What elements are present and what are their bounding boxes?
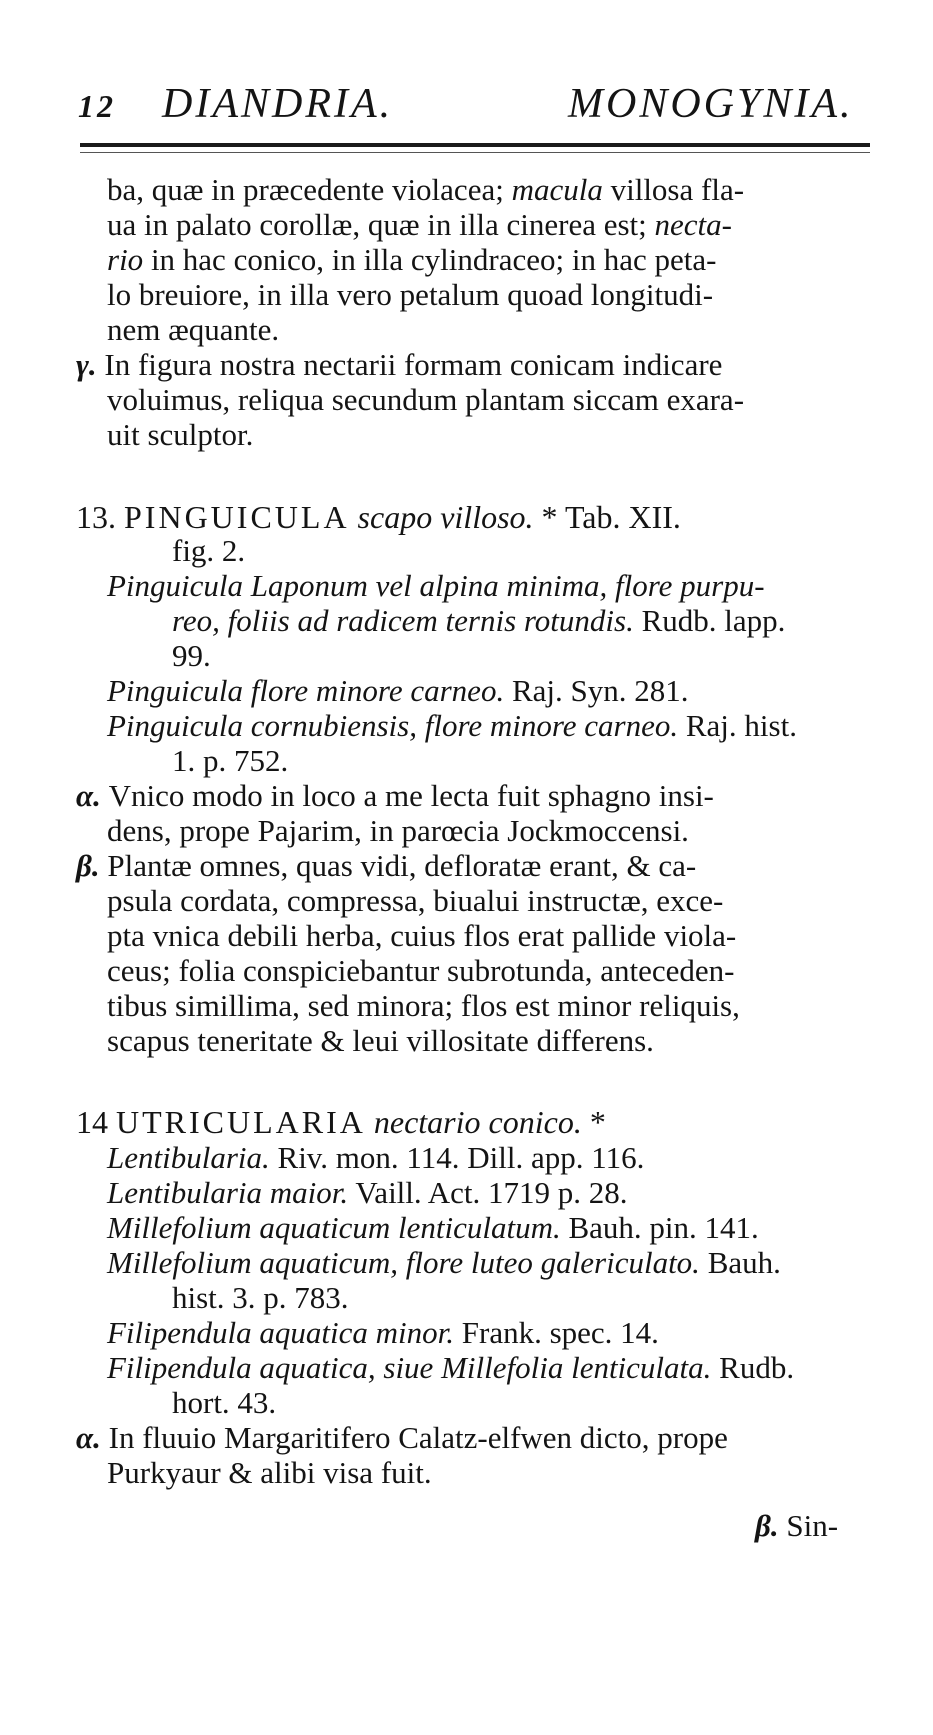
synonym-line: Lentibularia maior. Vaill. Act. 1719 p. 28. [107,1175,628,1210]
header-rule-thin [80,152,870,153]
text-line: 99. [172,638,211,673]
note-marker: β. [76,848,100,883]
note-marker: α. [76,1420,101,1455]
synonym-line: Filipendula aquatica minor. Frank. spec. 14. [107,1315,659,1350]
text-line: scapus teneritate & leui villositate differens. [107,1023,654,1058]
diagnosis: nectario conico. [373,1104,582,1140]
text-line: tibus simillima, sed minora; flos est minor reliquis, [107,988,740,1023]
entry-heading [76,1105,606,1140]
synonym-line: Pinguicula cornubiensis, flore minore carneo. Raj. hist. [107,708,797,743]
text-line: nem æquante. [107,312,280,347]
text-line: psula cordata, compressa, biualui instructæ, exce- [107,883,724,918]
running-title-right: MONOGYNIA. [568,81,854,127]
text-line: γ. In figura nostra nectarii formam conicam indicare [76,347,723,382]
text-line: 1. p. 752. [172,743,289,778]
catchword: β. Sin- [755,1508,839,1543]
text-line: α. In fluuio Margaritifero Calatz-elfwen dicto, prope [76,1420,728,1455]
note-marker: α. [76,778,101,813]
text-line: uit sculptor. [107,417,254,452]
synonym-line: reo, foliis ad radicem ternis rotundis. Rudb. lapp. [172,603,786,638]
synonym-line: Millefolium aquaticum, flore luteo galericulato. Bauh. [107,1245,781,1280]
entry-number: 13. [76,499,116,535]
text-line: ceus; folia conspiciebantur subrotunda, anteceden- [107,953,735,988]
page-number: 12 [78,88,116,124]
text-line: α. Vnico modo in loco a me lecta fuit sphagno insi- [76,778,714,813]
text-line: ua in palato corollæ, quæ in illa cinerea est; necta- [107,207,732,242]
star-marker: * [589,1104,606,1140]
entry-heading [76,500,681,535]
text-line: dens, prope Pajarim, in parœcia Jockmoccensi. [107,813,689,848]
running-header [78,70,868,130]
text-line: pta vnica debili herba, cuius flos erat pallide viola- [107,918,737,953]
running-title-left: DIANDRIA. [162,81,394,127]
synonym-line: Pinguicula flore minore carneo. Raj. Syn. 281. [107,673,689,708]
genus-name: PINGUICULA [124,499,350,535]
text-line: β. Plantæ omnes, quas vidi, defloratæ erant, & ca- [76,848,697,883]
plate-reference: * Tab. XII. [541,499,681,535]
synonym-line: Filipendula aquatica, siue Millefolia lenticulata. Rudb. [107,1350,795,1385]
text-line: fig. 2. [172,533,246,568]
text-line: hist. 3. p. 783. [172,1280,349,1315]
header-rule [80,143,870,147]
synonym-line: Pinguicula Laponum vel alpina minima, flore purpu- [107,568,765,603]
genus-name: UTRICULARIA [116,1104,366,1140]
synonym-line: Lentibularia. Riv. mon. 114. Dill. app. 116. [107,1140,645,1175]
entry-number: 14 [76,1104,108,1140]
text-line: rio in hac conico, in illa cylindraceo; in hac peta- [107,242,717,277]
text-line: Purkyaur & alibi visa fuit. [107,1455,432,1490]
text-line: voluimus, reliqua secundum plantam siccam exara- [107,382,745,417]
synonym-line: Millefolium aquaticum lenticulatum. Bauh. pin. 141. [107,1210,759,1245]
text-line: hort. 43. [172,1385,277,1420]
note-marker: γ. [76,347,97,382]
text-line: lo breuiore, in illa vero petalum quoad longitudi- [107,277,714,312]
text-line: ba, quæ in præcedente violacea; macula villosa fla- [107,172,745,207]
diagnosis: scapo villoso. [357,499,534,535]
